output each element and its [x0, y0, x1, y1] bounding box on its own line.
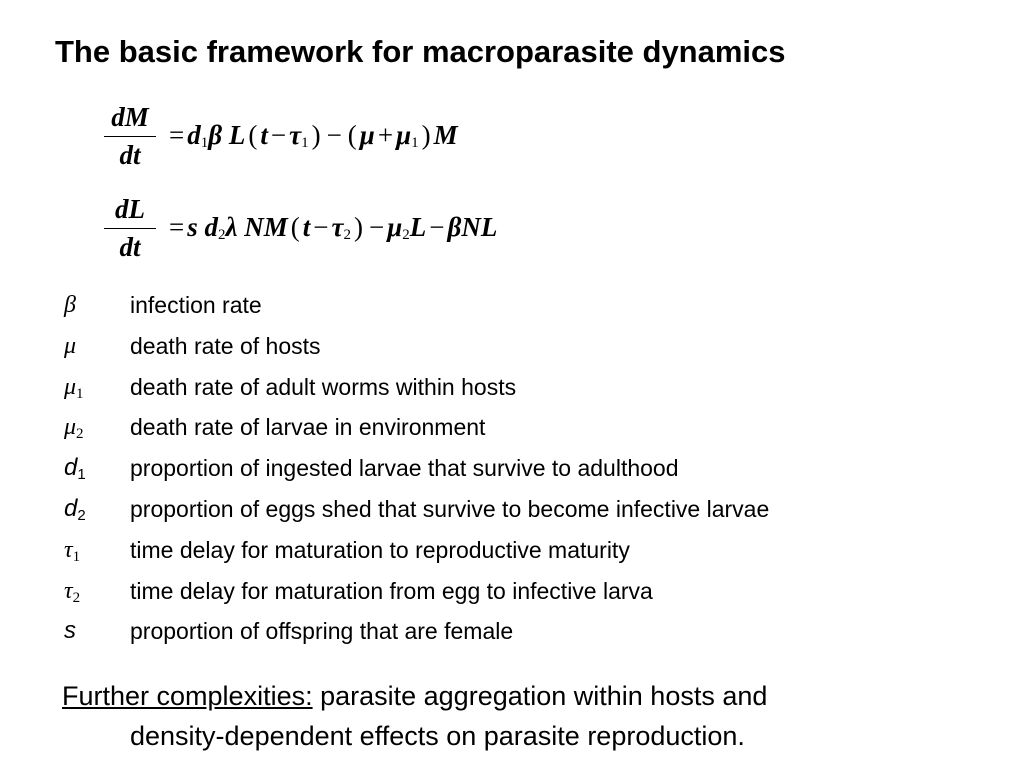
- eq-operator: +: [377, 120, 394, 150]
- eq-variable: M: [433, 120, 458, 150]
- eq-variable: t: [260, 120, 268, 150]
- fraction-denominator: dt: [119, 232, 141, 262]
- eq-variable: τ: [331, 212, 344, 242]
- symbol-subscript: 2: [76, 426, 84, 443]
- symbol-subscript: 1: [72, 548, 81, 565]
- eq-variable: βNL: [447, 212, 498, 242]
- eq-subscript: 1: [301, 135, 309, 151]
- symbol-base: d: [64, 494, 78, 522]
- definition-symbol: [64, 616, 124, 646]
- fraction-numerator: dM: [111, 102, 149, 132]
- definition-text: death rate of hosts: [130, 332, 321, 359]
- further-lead: Further complexities:: [62, 681, 313, 711]
- eq-variable: β: [208, 120, 223, 150]
- symbol-base: μ: [64, 414, 77, 441]
- eq-space: [198, 212, 205, 242]
- fraction-bar: [104, 228, 156, 229]
- equation-dM-dt: [104, 100, 704, 170]
- symbol-base: β: [64, 292, 76, 318]
- eq-operator: ): [311, 120, 321, 150]
- definition-symbol: [64, 576, 124, 613]
- fraction-numerator: dL: [115, 194, 145, 224]
- symbol-base: τ: [64, 536, 73, 563]
- definition-symbol: [64, 331, 124, 361]
- eq-subscript: 1: [200, 135, 209, 151]
- eq-variable: NM: [244, 212, 288, 242]
- eq-variable: μ: [359, 120, 375, 150]
- eq-subscript: 2: [343, 227, 351, 243]
- symbol-subscript: 1: [76, 385, 84, 402]
- eq-subscript: 2: [218, 227, 226, 243]
- eq-operator: ): [353, 212, 363, 242]
- definition-text: proportion of offspring that are female: [130, 618, 514, 645]
- symbol-base: μ: [64, 373, 77, 400]
- eq-operator: =: [169, 212, 185, 242]
- symbol-subscript: 1: [77, 466, 86, 484]
- definition-text: time delay for maturation to reproductive maturity: [130, 536, 630, 563]
- symbol-base: μ: [64, 332, 77, 359]
- definition-text: time delay for maturation from egg to infective larva: [130, 577, 653, 604]
- eq-operator: (: [248, 120, 258, 150]
- definition-symbol: [64, 412, 124, 449]
- further-line1: parasite aggregation within hosts and: [312, 681, 768, 711]
- eq-space: [222, 120, 229, 150]
- eq-operator: ): [421, 120, 431, 150]
- eq-operator: (: [347, 120, 357, 150]
- eq-operator: =: [169, 120, 185, 150]
- definition-symbol: [64, 535, 124, 572]
- definition-text: infection rate: [130, 292, 262, 318]
- definition-symbol: [64, 494, 124, 531]
- equation-dL-dt: [104, 192, 704, 262]
- symbol-base: τ: [64, 577, 73, 604]
- symbol-subscript: 2: [77, 506, 86, 524]
- equation-rhs: [166, 212, 497, 244]
- symbol-subscript: 2: [72, 589, 81, 606]
- eq-variable: τ: [289, 120, 302, 150]
- eq-operator: −: [326, 120, 342, 150]
- eq-operator: (: [290, 212, 300, 242]
- eq-subscript: 1: [411, 135, 419, 151]
- eq-operator: −: [429, 212, 445, 242]
- equation-fraction: [104, 100, 156, 170]
- definition-text: proportion of eggs shed that survive to become infective larvae: [130, 495, 770, 522]
- further-line2: density-dependent effects on parasite reproduction.: [130, 721, 745, 751]
- eq-variable: μ: [396, 120, 412, 150]
- eq-variable: s: [187, 212, 198, 242]
- definition-symbol: [64, 372, 124, 409]
- definition-symbol: [64, 453, 124, 490]
- definition-text: proportion of ingested larvae that survive to adulthood: [130, 455, 679, 482]
- symbol-base: d: [64, 454, 78, 482]
- eq-variable: L: [409, 212, 427, 242]
- definition-symbol: [64, 290, 124, 320]
- eq-operator: −: [368, 212, 385, 242]
- eq-variable: μ: [387, 212, 403, 242]
- fraction-denominator: dt: [119, 140, 141, 170]
- eq-variable: λ: [225, 212, 238, 242]
- definition-text: death rate of larvae in environment: [130, 414, 486, 441]
- eq-variable: d: [204, 212, 218, 242]
- symbol-base: s: [64, 617, 76, 645]
- eq-subscript: 2: [402, 227, 410, 243]
- eq-operator: −: [313, 212, 329, 242]
- eq-variable: L: [228, 120, 246, 150]
- further-complexities: [62, 676, 962, 756]
- fraction-bar: [104, 136, 156, 137]
- equation-fraction: [104, 192, 156, 262]
- page-title: The basic framework for macroparasite dynamics: [55, 34, 786, 69]
- eq-operator: −: [270, 120, 287, 150]
- eq-variable: d: [187, 120, 201, 150]
- definition-text: death rate of adult worms within hosts: [130, 373, 517, 400]
- equation-rhs: [166, 120, 458, 152]
- eq-variable: t: [302, 212, 311, 242]
